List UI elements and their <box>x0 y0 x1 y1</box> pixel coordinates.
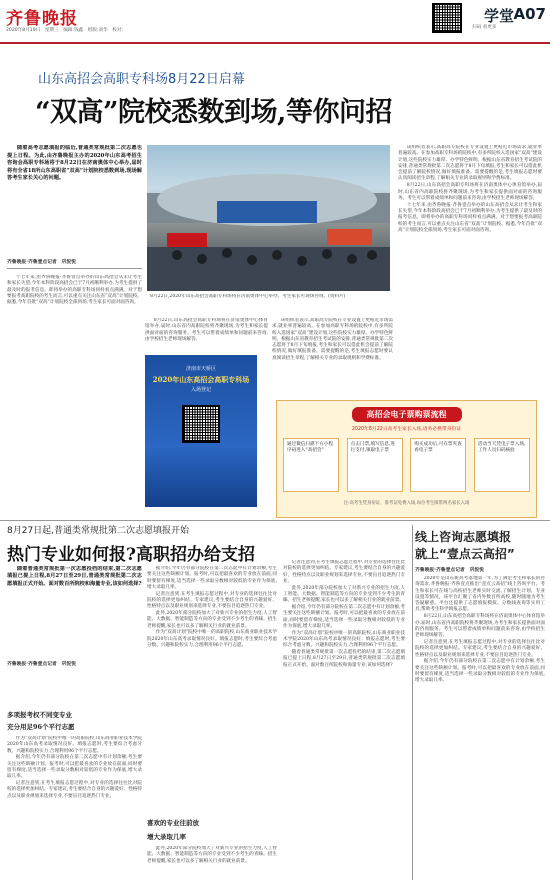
sidebar-headline-2: 就上“壹点云高招” <box>415 547 515 561</box>
top-body-left: 十七年来,由齐鲁晚报·齐鲁壹点举办的山东高招会从未让考生和家长失望,今年本科阶段高招会已于7月初顺利举办,为考生提供了最及时的报考信息。即将举办的高职专科场同样看点满满。对于想要报考高职院校的考生而言,可以重点关注山东省“双高”计划院校。据悉,今年首批“双高”计划院校全部到场,考生家长可面对面咨询。 <box>7 275 142 306</box>
photo-caption: 8月22日,2020年山东高招会高职专科场将在济南奥体中心举办。考生家长可现场咨询。(资料片) <box>150 294 346 299</box>
section-divider <box>0 520 550 521</box>
box-body: 作为“双高计划”院校中唯一的高职院校,山东商业职业技术学院2020年山东高考录取情况良好。填报志愿时,考生要综合考虑分数、兴趣和院校实力,合理利用96个平行志愿。 据介绍,今年仍有部分院校在第二次志愿中有计划余额,考生要关注这些缺额计划。报考时,可以把最喜欢的专业放在前面,同时要留有梯度,适当选择一些录取分数相对较低的专业作为保底,增大录取几率。 记者注意到,在考生填报志愿过程中,对专业的选择往往比对院校的选择更加纠结。专家建议,考生要结合自身的兴趣爱好、性格特点以及职业规划来选择专业,不要盲目追逐热门专业。 <box>7 736 142 799</box>
flow-step-2: 点击门票,填写信息,进行支付,领取电子票 <box>347 438 403 492</box>
section-label: 学堂 <box>483 7 514 25</box>
box-sub: 充分用足96个平行志愿 <box>7 723 75 731</box>
flow-step-3: 购买成功后,可在票夹查看电子票 <box>410 438 466 492</box>
event-poster <box>145 355 257 507</box>
subhead-hot: 喜欢的专业往前放 <box>147 819 199 827</box>
top-lead: 随着高考志愿填报的临近,普通类常规批第二次志愿也提上日程。为此,由齐鲁晚报主办的2020年山东高考招生咨询会高职专科场将于8月22日在济南奥体中心举办,届时将有全省18所山东高职省“双高”计划院校悉数到场,现场解答考生家长关心的问题。 <box>7 145 142 182</box>
stadium-photo-art <box>147 145 390 291</box>
sidebar-headline-1: 线上咨询志愿填报 <box>415 530 512 544</box>
flow-title: 高招会电子票购票流程 <box>352 407 462 422</box>
second-body-col3: 记者注意到,在考生填报志愿过程中,对专业的选择往往比对院校的选择更加纠结。专家建议,考生要结合自身的兴趣爱好、性格特点以及职业规划来选择专业,不要盲目追逐热门专业。 此外,2020年部分院校加大了对新兴专业的招生力度,人工智能、大数据、智能制造等方向的专业受到不少考生的青睐。招生老师提醒,家长也可以多了解相关行业的就业前景。 据介绍,今年仍有部分院校在第二次志愿中有计划余额,考生要关注这些缺额计划。报考时,可以把最喜欢的专业放在前面,同时要留有梯度,适当选择一些录取分数相对较低的专业作为保底,增大录取几率。 作为“双高计划”院校中唯一的高职院校,山东商业职业技术学院2020年山东高考录取情况良好。填报志愿时,考生要综合考虑分数、兴趣和院校实力,合理利用96个平行志愿。 随着普通类常规批第一次志愿投档的结束,第二次志愿填报已提上日程,8月27日至29日,普通类常规批第二次志愿填报正式开始。面对数百所院校和海量专业,该如何选择? <box>283 560 405 668</box>
flow-note: 注:高考生凭身份证、准考证免费入场,每位考生限带两名家长入场 <box>343 501 470 506</box>
sidebar-body: 2020年是山东新高考落地第一年,为了满足考生和家长的咨询需求,齐鲁晚报·齐鲁壹点推出“壹点云高招”线上咨询平台。考生和家长可在线与高校招生老师实时交流,了解招生计划、专业设置等情况。该平台汇聚了省内外数百所高校,随时随地为考生答疑解惑。平台还提供了志愿填报模拟、分数线查询等实用工具,帮助考生科学填报志愿。 8月22日,山东高招会高职专科场将在济南奥体中心体育馆举办,届时,山东省内高职院校将齐聚现场,为考生和家长提供面对面的咨询服务。考生可以带着成绩单和问题前来咨询,由学校招生老师现场解答。 记者注意到,在考生填报志愿过程中,对专业的选择往往比对院校的选择更加纠结。专家建议,考生要结合自身的兴趣爱好、性格特点以及职业规划来选择专业,不要盲目追逐热门专业。 据介绍,今年仍有部分院校在第二次志愿中有计划余额,考生要关注这些缺额计划。报考时,可以把最喜欢的专业放在前面,同时要留有梯度,适当选择一些录取分数相对较低的专业作为保底,增大录取几率。 <box>415 576 545 684</box>
box-title: 多项报考权不同变专业 <box>7 711 72 719</box>
second-headline: 热门专业如何报?高职招办给支招 <box>7 545 255 565</box>
qr-code-icon[interactable] <box>432 3 462 33</box>
flow-subtitle: 2020年8月22日高考生家长入场,请务必携带身份证 <box>351 427 462 432</box>
newspaper-logo: 齐鲁晚报 <box>6 9 78 29</box>
date-line: 2020年8月19日 星期三 编辑:钱鑫 组版:刘华 校对: <box>6 28 123 33</box>
ticket-flow-box <box>276 400 537 518</box>
poster-title: 2020年山东高招会高职专科场 <box>152 375 250 384</box>
top-body-far-right: 该组织者表示,高职高专院校在专业设置上更贴近市场需求,就业率普遍较高。在参加高职专科场的院校中,有多所院校入选国家“双高”建设计划,这些院校实力雄厚、办学特色鲜明。根据山东省教育招生考试院的安排,普通类常规批第二次志愿将于8月下旬填报,考生和家长可以借此机会提前了解院校情况,做好填报准备。需要提醒的是,考生填报志愿时要认真阅读招生章程,了解相关专业的录取规则和学费标准。 8月22日,山东高招会高职专科场将在济南奥体中心体育馆举办,届时,山东省内高职院校将齐聚现场,为考生和家长提供面对面的咨询服务。考生可以带着成绩单和问题前来咨询,由学校招生老师现场解答。 十七年来,由齐鲁晚报·齐鲁壹点举办的山东高招会从未让考生和家长失望,今年本科阶段高招会已于7月初顺利举办,为考生提供了最及时的报考信息。即将举办的高职专科场同样看点满满。对于想要报考高职院校的考生而言,可以重点关注山东省“双高”计划院校。据悉,今年首批“双高”计划院校全部到场,考生家长可面对面咨询。 <box>398 145 542 233</box>
subhead-expand: 增大录取几率 <box>147 833 186 841</box>
second-body-col2b: 此外,2020年部分院校加大了对新兴专业的招生力度,人工智能、大数据、智能制造等方向的专业受到不少考生的青睐。招生老师提醒,家长也可以多了解相关行业的就业前景。 <box>147 846 277 864</box>
second-lead: 随着普通类常规批第一次志愿投档的结束,第二次志愿填报已提上日程,8月27日至29日,普通类常规批第二次志愿填报正式开始。面对数百所院校和海量专业,该如何选择? <box>7 566 142 587</box>
masthead-divider <box>0 42 550 44</box>
page-number: A07 <box>513 5 546 23</box>
top-body-mid: 8月22日,山东高招会高职专科场将在济南奥体中心体育馆举办,届时,山东省内高职院校将齐聚现场,为考生和家长提供面对面的咨询服务。考生可以带着成绩单和问题前来咨询,由学校招生老师现场解答。 <box>145 318 268 342</box>
second-byline: 齐鲁晚报·齐鲁壹点记者 巩悦悦 <box>7 662 76 667</box>
flow-step-4: 活动当天凭电子票入场,工作人员扫码核验 <box>474 438 530 492</box>
sidebar-rule <box>412 525 413 880</box>
qr-caption: 扫码 看更多 <box>472 25 497 30</box>
second-kicker: 8月27日起,普通类常规批第二次志愿填报开始 <box>7 526 190 536</box>
poster-qr-icon[interactable] <box>182 405 220 443</box>
byline-rule <box>7 268 142 269</box>
sidebar-byline: 齐鲁晚报·齐鲁壹点记者 巩悦悦 <box>415 568 484 573</box>
stadium-photo <box>147 145 390 291</box>
poster-top: 济南市天桥区 <box>185 366 216 372</box>
poster-sub: 入场登记 <box>190 387 211 393</box>
top-headline: “双高”院校悉数到场,等你问招 <box>35 97 392 128</box>
second-body-col2: 据介绍,今年仍有部分院校在第二次志愿中有计划余额,考生要关注这些缺额计划。报考时,可以把最喜欢的专业放在前面,同时要留有梯度,适当选择一些录取分数相对较低的专业作为保底,增大录取几率。 记者注意到,在考生填报志愿过程中,对专业的选择往往比对院校的选择更加纠结。专家建议,考生要结合自身的兴趣爱好、性格特点以及职业规划来选择专业,不要盲目追逐热门专业。 此外,2020年部分院校加大了对新兴专业的招生力度,人工智能、大数据、智能制造等方向的专业受到不少考生的青睐。招生老师提醒,家长也可以多了解相关行业的就业前景。 作为“双高计划”院校中唯一的高职院校,山东商业职业技术学院2020年山东高考录取情况良好。填报志愿时,考生要综合考虑分数、兴趣和院校实力,合理利用96个平行志愿。 <box>147 566 277 649</box>
top-kicker: 山东高招会高职专科场8月22日启幕 <box>38 72 245 87</box>
flow-step-1: 通过微信扫描下方小程序码进入“高招会” <box>283 438 339 492</box>
top-body-right: 该组织者表示,高职高专院校在专业设置上更贴近市场需求,就业率普遍较高。在参加高职专科场的院校中,有多所院校入选国家“双高”建设计划,这些院校实力雄厚、办学特色鲜明。根据山东省教育招生考试院的安排,普通类常规批第二次志愿将于8月下旬填报,考生和家长可以借此机会提前了解院校情况,做好填报准备。需要提醒的是,考生填报志愿时要认真阅读招生章程,了解相关专业的录取规则和学费标准。 <box>272 318 393 361</box>
top-byline: 齐鲁晚报·齐鲁壹点记者 巩悦悦 <box>7 260 76 265</box>
